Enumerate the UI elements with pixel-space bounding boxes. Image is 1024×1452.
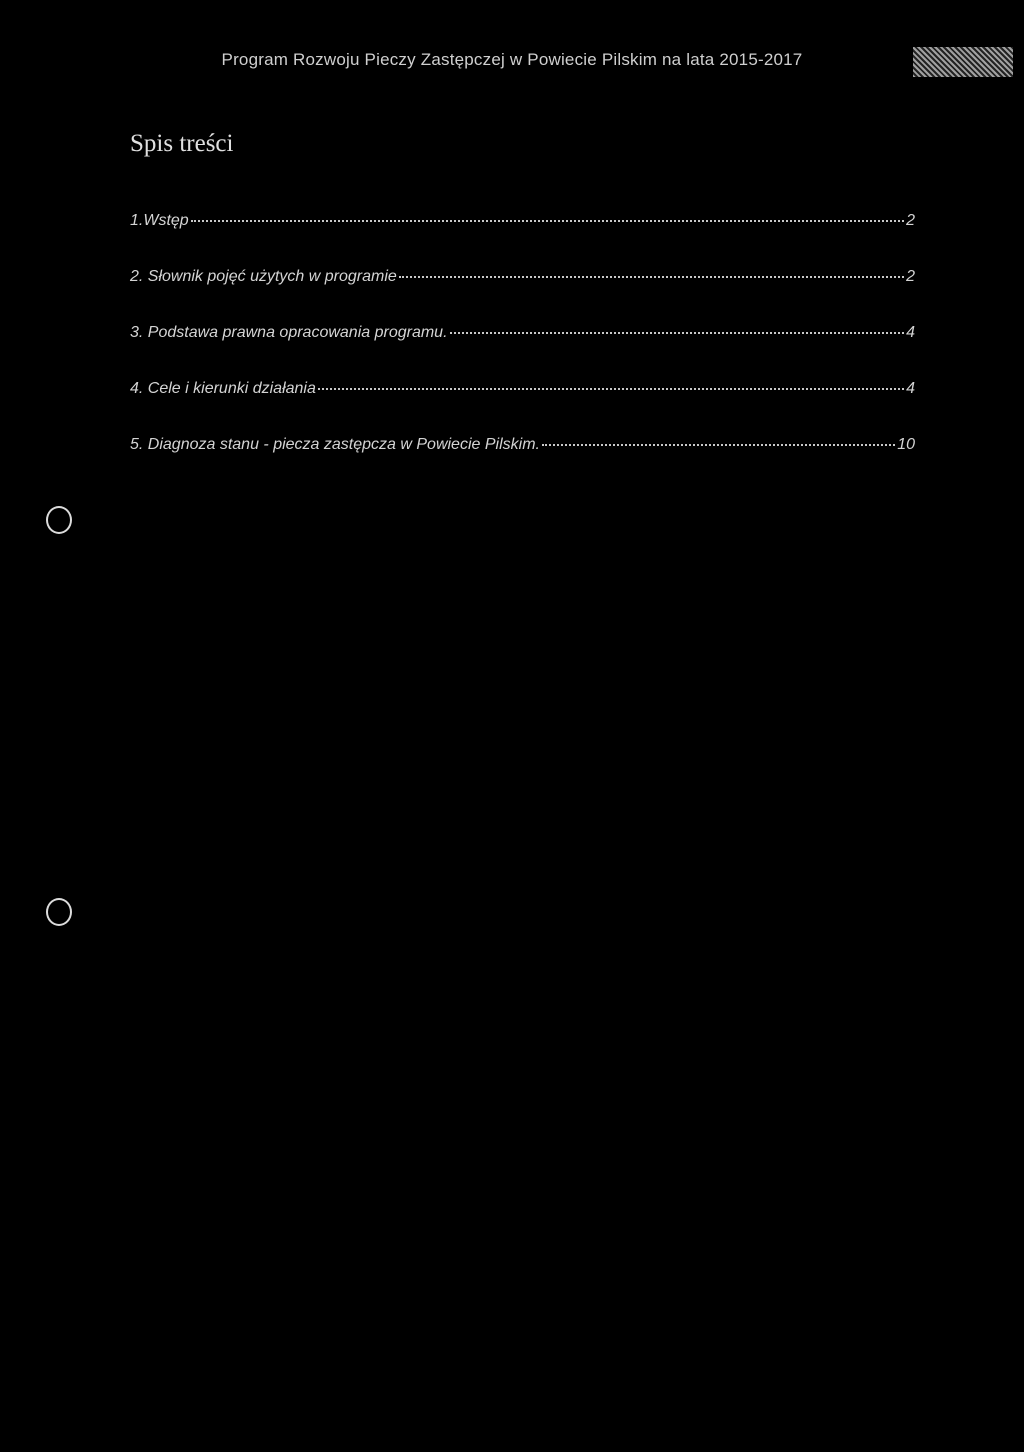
toc-heading: Spis treści [130, 130, 234, 157]
toc-item-label: 1.Wstęp [130, 212, 189, 229]
toc-item-1[interactable] [130, 212, 915, 268]
toc-item-page: 4 [906, 324, 915, 341]
table-of-contents [130, 212, 915, 492]
toc-item-label: 5. Diagnoza stanu - piecza zastępcza w Powiecie Pilskim. [130, 436, 540, 453]
toc-leader-dots [450, 332, 905, 334]
toc-item-3[interactable] [130, 324, 915, 380]
logo-icon [913, 47, 1013, 77]
toc-leader-dots [318, 388, 904, 390]
toc-item-label: 3. Podstawa prawna opracowania programu. [130, 324, 448, 341]
toc-item-5[interactable] [130, 436, 915, 492]
toc-leader-dots [542, 444, 895, 446]
toc-item-label: 4. Cele i kierunki działania [130, 380, 316, 397]
toc-item-page: 4 [906, 380, 915, 397]
toc-item-label: 2. Słownik pojęć użytych w programie [130, 268, 397, 285]
toc-item-page: 2 [906, 212, 915, 229]
toc-leader-dots [399, 276, 904, 278]
toc-item-page: 10 [897, 436, 915, 453]
page-header [0, 50, 1024, 70]
toc-leader-dots [191, 220, 904, 222]
punch-hole-top [46, 506, 72, 534]
punch-hole-bottom [46, 898, 72, 926]
toc-item-2[interactable] [130, 268, 915, 324]
toc-item-4[interactable] [130, 380, 915, 436]
toc-item-page: 2 [906, 268, 915, 285]
header-title: Program Rozwoju Pieczy Zastępczej w Powiecie Pilskim na lata 2015-2017 [221, 50, 803, 69]
